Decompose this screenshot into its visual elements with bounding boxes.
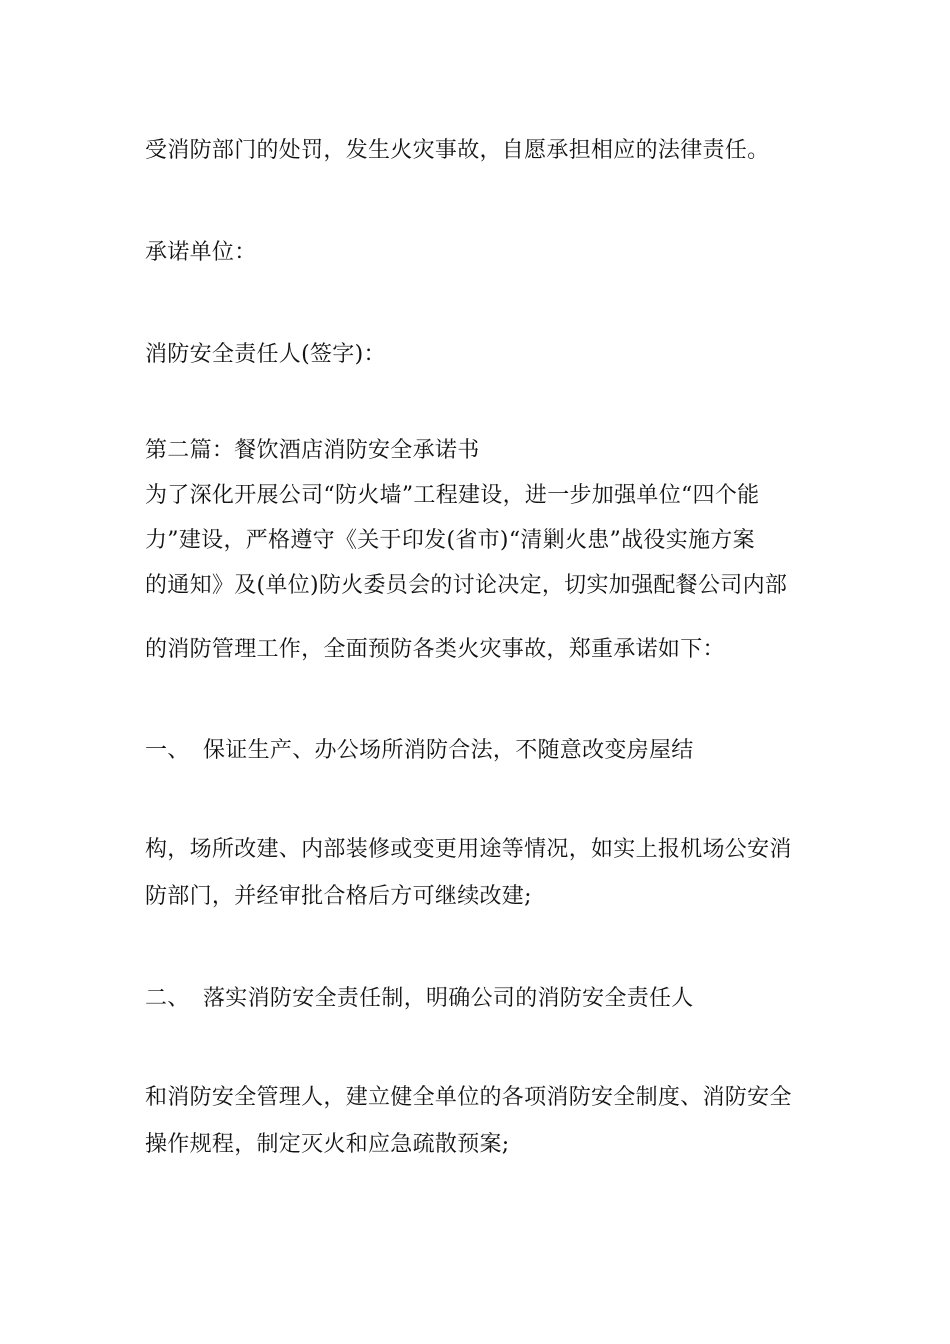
section-title: 第二篇：餐饮酒店消防安全承诺书 xyxy=(145,438,480,463)
item-number: 一、 xyxy=(145,738,190,763)
body-text-line: 受消防部门的处罚，发生火灾事故，自愿承担相应的法律责任。 xyxy=(145,138,770,163)
commitment-item-1 xyxy=(145,736,694,766)
commitment-item-2 xyxy=(145,984,694,1014)
item-text: 保证生产、办公场所消防合法，不随意改变房屋结 xyxy=(203,738,694,763)
commitment-item-1-continuation: 构，场所改建、内部装修或变更用途等情况，如实上报机场公安消 xyxy=(145,837,792,862)
promising-unit-label: 承诺单位： xyxy=(145,240,257,265)
item-number: 二、 xyxy=(145,986,190,1011)
intro-line: 力”建设，严格遵守《关于印发(省市)“清剿火患”战役实施方案 xyxy=(145,528,755,553)
commitment-item-2-continuation: 操作规程，制定灭火和应急疏散预案; xyxy=(145,1132,510,1157)
responsible-person-signature-label: 消防安全责任人(签字)： xyxy=(145,342,386,367)
commitment-item-1-continuation: 防部门，并经审批合格后方可继续改建; xyxy=(145,884,532,909)
intro-line: 的消防管理工作，全面预防各类火灾事故，郑重承诺如下： xyxy=(145,637,725,662)
intro-line: 的通知》及(单位)防火委员会的讨论决定，切实加强配餐公司内部 xyxy=(145,573,788,598)
commitment-item-2-continuation: 和消防安全管理人，建立健全单位的各项消防安全制度、消防安全 xyxy=(145,1085,792,1110)
intro-line: 为了深化开展公司“防火墙”工程建设，进一步加强单位“四个能 xyxy=(145,483,760,508)
item-text: 落实消防安全责任制，明确公司的消防安全责任人 xyxy=(203,986,694,1011)
